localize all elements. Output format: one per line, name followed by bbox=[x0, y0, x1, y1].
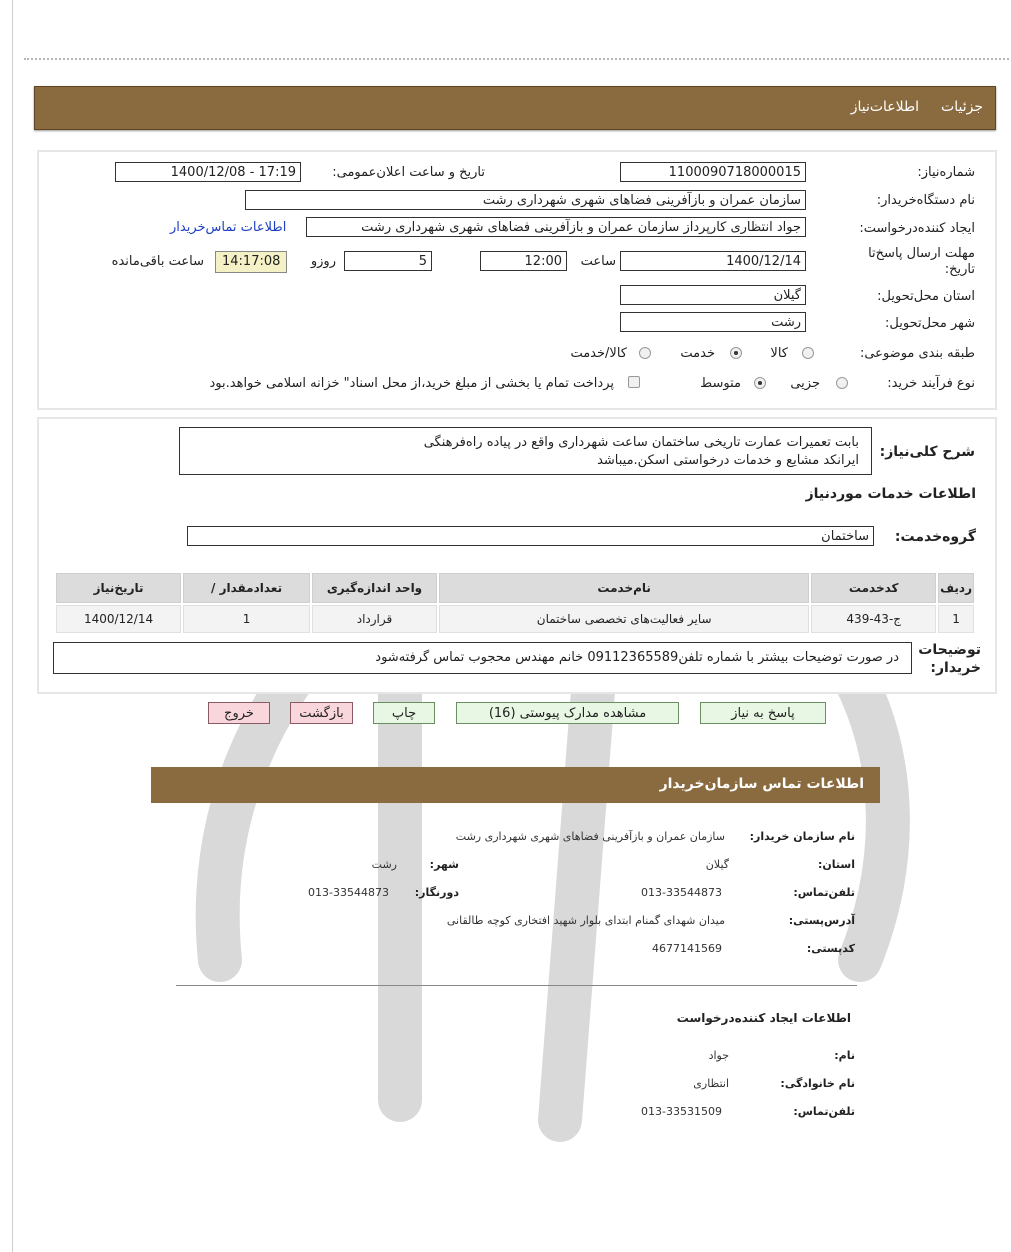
summary-line-1: بابت تعمیرات عمارت تاریخی ساختمان ساعت شهرداری واقع در پیاده راه‌فرهنگی bbox=[423, 435, 859, 450]
contact-address-value: میدان شهدای گمنام ابتدای بلوار شهید افتخاری کوچه طالقانی bbox=[446, 914, 725, 927]
treasury-payment-checkbox[interactable] bbox=[628, 376, 640, 388]
deadline-label: مهلت ارسال پاسخ‌تا تاریخ: bbox=[868, 246, 975, 277]
process-radio-minor[interactable] bbox=[836, 377, 848, 389]
category-radio-goods[interactable] bbox=[802, 347, 814, 359]
respond-button[interactable]: پاسخ به نیاز bbox=[700, 702, 826, 724]
org-name-label: نام سازمان خریدار: bbox=[749, 830, 855, 843]
buyer-notes-label: توضیحات خریدار: bbox=[918, 642, 981, 676]
process-radio-medium[interactable] bbox=[754, 377, 766, 389]
table-header-row bbox=[56, 573, 974, 603]
cell-qty: 1 bbox=[183, 605, 310, 633]
creator-family-label: نام خانوادگی: bbox=[780, 1077, 855, 1090]
days-field: 5 bbox=[344, 251, 432, 271]
buyer-notes-box: در صورت توضیحات بیشتر با شماره تلفن09112365589 خانم مهندس محجوب تماس گرفته‌شود bbox=[53, 642, 912, 674]
col-row-header: ردیف bbox=[938, 573, 974, 603]
province-label: استان محل‌تحویل: bbox=[877, 289, 975, 304]
col-code-header: کدخدمت bbox=[811, 573, 936, 603]
dotted-separator bbox=[24, 58, 1009, 60]
cell-unit: قرارداد bbox=[312, 605, 437, 633]
tab-details[interactable]: جزئیات bbox=[941, 99, 983, 115]
buyer-contact-title-bar bbox=[151, 767, 880, 803]
contact-city-label: شهر: bbox=[429, 858, 459, 871]
col-name-header: نام‌خدمت bbox=[439, 573, 809, 603]
buyer-org-field: سازمان عمران و بازآفرینی فضاهای شهری شهرداری رشت bbox=[245, 190, 806, 210]
contact-city-value: رشت bbox=[371, 858, 397, 871]
city-field: رشت bbox=[620, 312, 806, 332]
col-date-header: تاریخ‌نیاز bbox=[56, 573, 181, 603]
category-goods-label: کالا bbox=[770, 346, 788, 361]
category-label: طبقه بندی موضوعی: bbox=[859, 346, 975, 361]
category-goods-service-label: کالا/خدمت bbox=[570, 346, 627, 361]
service-group-field: ساختمان bbox=[187, 526, 874, 546]
services-info-title: اطلاعات خدمات موردنیاز bbox=[805, 486, 976, 502]
contact-phone-value: 013-33544873 bbox=[641, 886, 722, 899]
announce-datetime-label: تاریخ و ساعت اعلان‌عمومی: bbox=[332, 165, 485, 180]
service-group-label: گروه‌خدمت: bbox=[894, 529, 976, 545]
header-bar bbox=[34, 86, 996, 130]
tab-need-info[interactable]: اطلاعات‌نیاز bbox=[850, 99, 920, 115]
cell-code: ج-43-439 bbox=[811, 605, 936, 633]
attachments-button[interactable]: مشاهده مدارک پیوستی (16) bbox=[456, 702, 679, 724]
need-number-field: 1100090718000015 bbox=[620, 162, 806, 182]
contact-fax-label: دورنگار: bbox=[414, 886, 459, 899]
category-radio-goods-service[interactable] bbox=[639, 347, 651, 359]
col-unit-header: واحد اندازه‌گیری bbox=[312, 573, 437, 603]
col-qty-header: تعدادمقدار / bbox=[183, 573, 310, 603]
creator-phone-label: تلفن‌تماس: bbox=[793, 1105, 855, 1118]
contact-postal-value: 4677141569 bbox=[652, 942, 722, 955]
remaining-time-label: ساعت باقی‌مانده bbox=[111, 254, 204, 269]
category-radio-service[interactable] bbox=[730, 347, 742, 359]
services-table bbox=[54, 571, 976, 635]
requester-field: جواد انتظاری کارپرداز سازمان عمران و بازآفرینی فضاهای شهری شهرداری رشت bbox=[306, 217, 806, 237]
deadline-time-field: 12:00 bbox=[480, 251, 567, 271]
summary-box bbox=[179, 427, 872, 475]
exit-button[interactable]: خروج bbox=[208, 702, 270, 724]
city-label: شهر محل‌تحویل: bbox=[885, 316, 975, 331]
cell-name: سایر فعالیت‌های تخصصی ساختمان bbox=[439, 605, 809, 633]
need-number-label: شماره‌نیاز: bbox=[917, 165, 975, 180]
summary-label: شرح کلی‌نیاز: bbox=[879, 444, 975, 460]
contact-fax-value: 013-33544873 bbox=[308, 886, 389, 899]
province-field: گیلان bbox=[620, 285, 806, 305]
creator-phone-value: 013-33531509 bbox=[641, 1105, 722, 1118]
announce-datetime-field: 1400/12/08 - 17:19 bbox=[115, 162, 301, 182]
contact-address-label: آدرس‌پستی: bbox=[788, 914, 855, 927]
treasury-payment-note: پرداخت تمام یا بخشی از مبلغ خرید،از محل اسناد" خزانه اسلامی خواهد.بود bbox=[209, 376, 614, 391]
contact-phone-label: تلفن‌تماس: bbox=[793, 886, 855, 899]
process-type-label: نوع فرآیند خرید: bbox=[887, 376, 975, 391]
creator-family-value: انتظاری bbox=[693, 1077, 729, 1090]
buyer-contact-title: اطلاعات تماس سازمان‌خریدار bbox=[659, 776, 864, 792]
print-button[interactable]: چاپ bbox=[373, 702, 435, 724]
category-service-label: خدمت bbox=[680, 346, 715, 361]
back-button[interactable]: بازگشت bbox=[290, 702, 353, 724]
cell-date: 1400/12/14 bbox=[56, 605, 181, 633]
section-divider bbox=[176, 985, 857, 986]
org-name-value: سازمان عمران و بازآفرینی فضاهای شهری شهرداری رشت bbox=[455, 830, 725, 843]
need-info-panel bbox=[37, 150, 997, 410]
table-row bbox=[56, 605, 974, 633]
remaining-time-display: 14:17:08 bbox=[215, 251, 287, 273]
buyer-contact-link[interactable]: اطلاعات تماس‌خریدار bbox=[170, 220, 287, 235]
contact-postal-label: کدپستی: bbox=[806, 942, 855, 955]
buyer-org-label: نام دستگاه‌خریدار: bbox=[876, 193, 975, 208]
process-medium-label: متوسط bbox=[700, 376, 741, 391]
creator-section-title: اطلاعات ایجاد کننده‌درخواست bbox=[676, 1011, 851, 1025]
summary-line-2: ایرانکد مشایع و خدمات درخواستی اسکن.میباشد bbox=[597, 453, 859, 468]
contact-province-label: استان: bbox=[818, 858, 855, 871]
process-minor-label: جزیی bbox=[790, 376, 820, 391]
creator-name-value: جواد bbox=[708, 1049, 729, 1062]
contact-province-value: گیلان bbox=[705, 858, 729, 871]
creator-name-label: نام: bbox=[834, 1049, 855, 1062]
deadline-time-label: ساعت bbox=[580, 254, 616, 269]
left-border-line bbox=[12, 0, 13, 1252]
deadline-date-field: 1400/12/14 bbox=[620, 251, 806, 271]
cell-row: 1 bbox=[938, 605, 974, 633]
days-label: روزو bbox=[310, 254, 336, 269]
requester-label: ایجاد کننده‌درخواست: bbox=[859, 221, 975, 236]
